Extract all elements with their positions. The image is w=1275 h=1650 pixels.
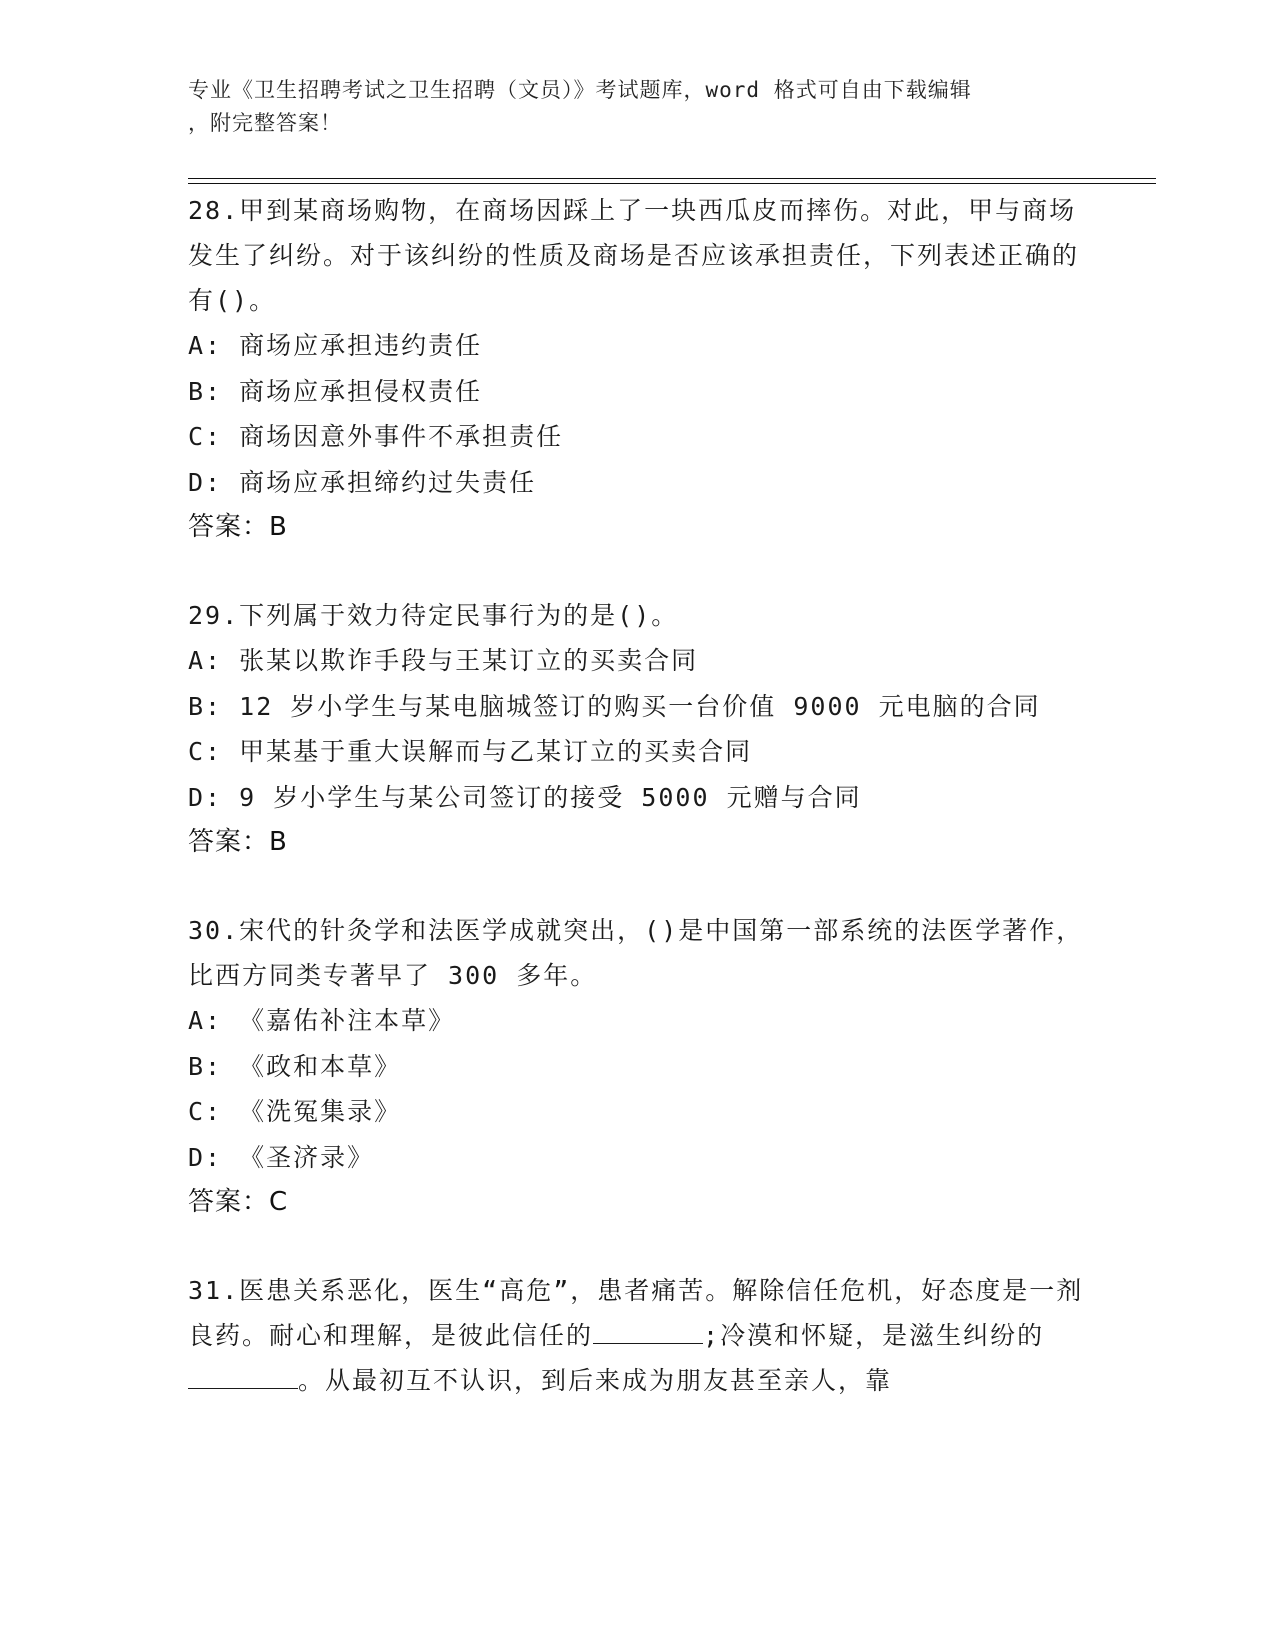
question-stem: 30.宋代的针灸学和法医学成就突出，()是中国第一部系统的法医学著作，比西方同类专著早了 300 多年。 <box>188 916 1084 990</box>
answer: 答案：B <box>188 827 288 857</box>
fill-blank-1 <box>593 1342 703 1344</box>
option-b: B: 《政和本草》 <box>188 1051 402 1081</box>
stem-text-1: 31.医患关系恶化，医生“高危”，患者痛苦。解除信任危机，好态度是一剂良药。耐心和理解，是彼此信任的 <box>188 1276 1084 1350</box>
option-a: A: 张某以欺诈手段与王某订立的买卖合同 <box>188 646 699 675</box>
option-b: B: 12 岁小学生与某电脑城签订的购买一台价值 9000 元电脑的合同 <box>188 691 1041 721</box>
option-d: D: 《圣济录》 <box>188 1142 375 1172</box>
fill-blank-2 <box>188 1387 298 1389</box>
question-29 <box>188 593 1088 864</box>
option-c: C: 《洗冤集录》 <box>188 1097 402 1126</box>
answer: 答案：C <box>188 1187 289 1217</box>
question-31 <box>188 1268 1088 1403</box>
option-d: D: 商场应承担缔约过失责任 <box>188 467 537 497</box>
question-stem <box>188 1268 1088 1403</box>
question-28 <box>188 188 1088 549</box>
option-c: C: 甲某基于重大误解而与乙某订立的买卖合同 <box>188 737 753 766</box>
question-stem: 28.甲到某商场购物，在商场因踩上了一块西瓜皮而摔伤。对此，甲与商场发生了纠纷。对于该纠纷的性质及商场是否应该承担责任，下列表述正确的有()。 <box>188 196 1080 315</box>
header-divider <box>188 178 1156 184</box>
header-line-1: 专业《卫生招聘考试之卫生招聘（文员）》考试题库，word 格式可自由下载编辑 <box>188 78 972 102</box>
stem-text-2: ;冷漠和怀疑，是滋生纠纷的 <box>703 1321 1045 1350</box>
answer: 答案：B <box>188 512 288 542</box>
option-a: A: 商场应承担违约责任 <box>188 331 483 360</box>
option-d: D: 9 岁小学生与某公司签订的接受 5000 元赠与合同 <box>188 782 862 812</box>
option-b: B: 商场应承担侵权责任 <box>188 376 483 406</box>
stem-text-3: 。从最初互不认识，到后来成为朋友甚至亲人，靠 <box>298 1366 893 1395</box>
option-c: C: 商场因意外事件不承担责任 <box>188 422 564 451</box>
option-a: A: 《嘉佑补注本草》 <box>188 1006 456 1035</box>
document-header <box>188 74 1088 140</box>
question-list <box>188 188 1088 1447</box>
question-30 <box>188 908 1088 1224</box>
question-stem: 29.下列属于效力待定民事行为的是()。 <box>188 601 679 630</box>
header-line-2: ，附完整答案！ <box>188 111 342 135</box>
